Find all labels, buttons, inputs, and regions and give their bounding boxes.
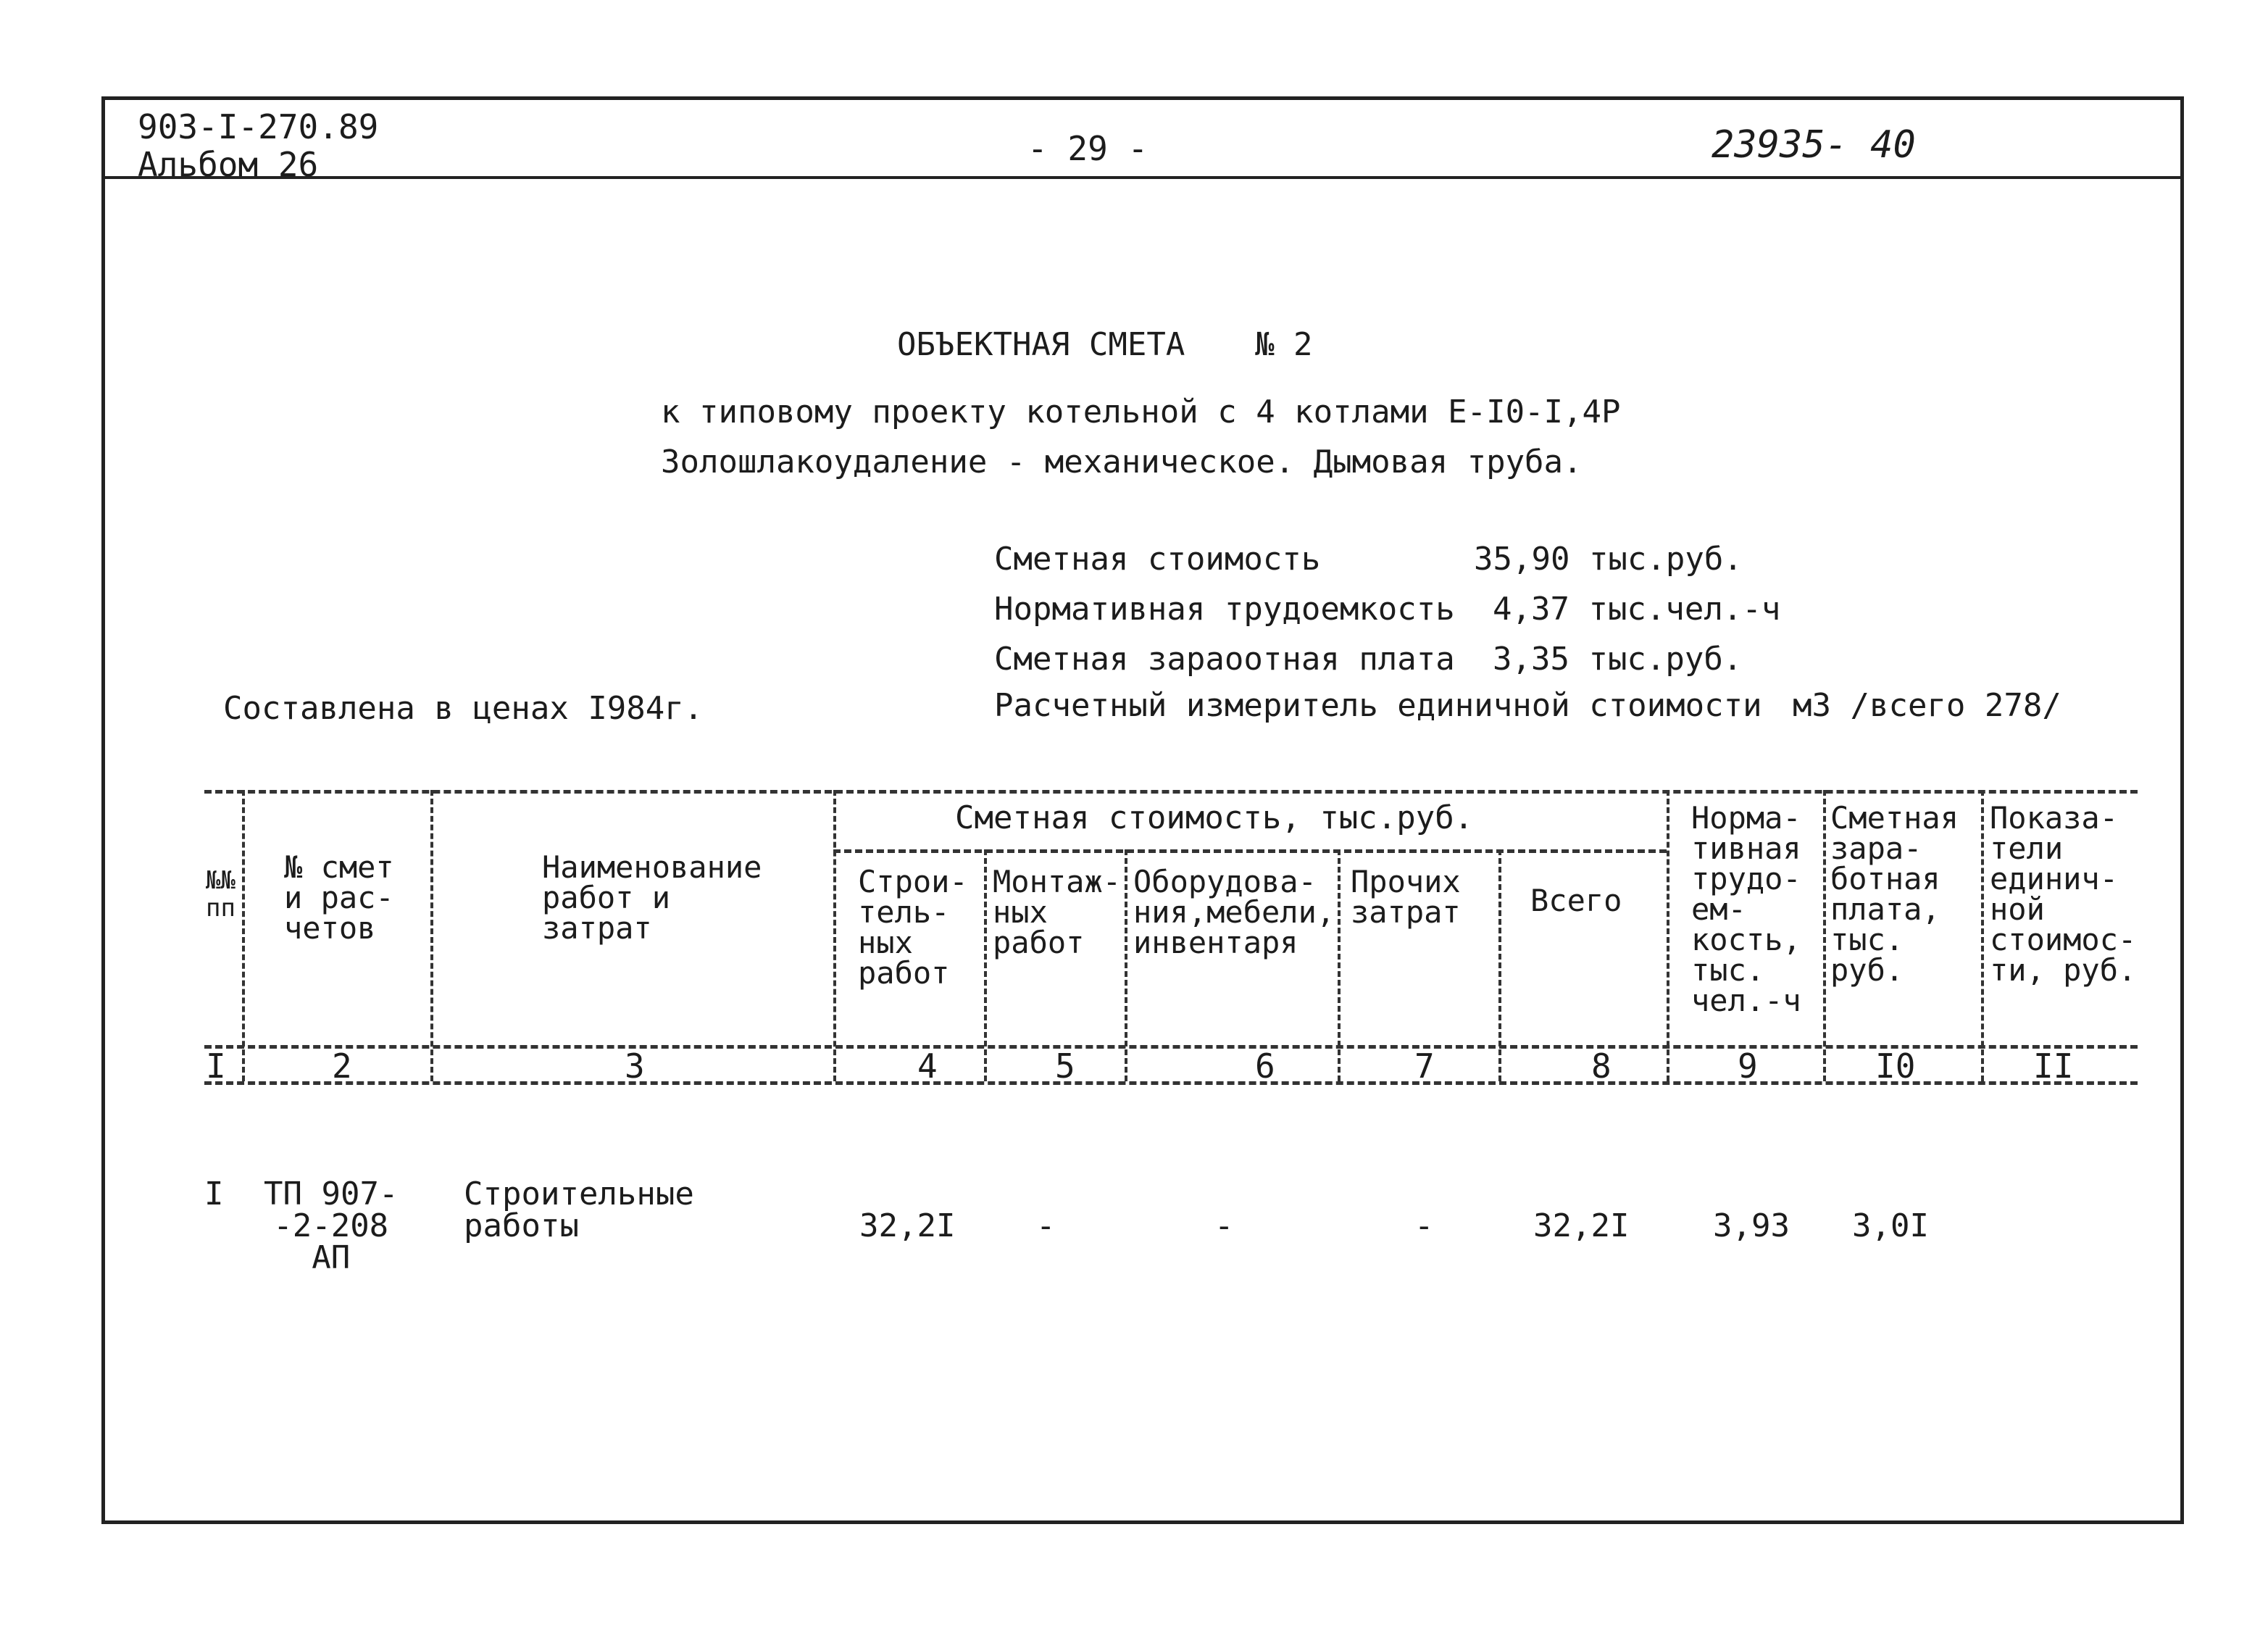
album-label: Альбом 26 — [138, 145, 319, 184]
scope-line: Золошлакоудаление - механическое. Дымовая труба. — [661, 444, 1583, 480]
col-divider-2 — [430, 790, 433, 1081]
row-name: Строительные работы — [464, 1175, 694, 1244]
row-build: 32,2I — [859, 1207, 956, 1244]
col-divider-4 — [984, 849, 987, 1081]
col-divider-10 — [1981, 790, 1984, 1081]
price-basis: Составлена в ценах I984г. — [223, 690, 704, 727]
col-divider-9 — [1823, 790, 1826, 1081]
col-divider-6 — [1338, 849, 1341, 1081]
col-number-7: 7 — [1414, 1046, 1435, 1086]
header-bottom-rule — [204, 1045, 2138, 1049]
row-other: - — [1414, 1207, 1434, 1244]
col-header-build: Строи- тель- ных работ — [858, 864, 968, 991]
col-header-unit: Показа- тели единич- ной стоимос- ти, руб. — [1990, 800, 2137, 988]
col-number-4: 4 — [917, 1046, 938, 1086]
meter-label: Расчетный измеритель единичной стоимости — [994, 687, 1762, 724]
col-number-2: 2 — [332, 1046, 352, 1086]
cost-value: 35,90 тыс.руб. — [1474, 541, 1743, 578]
col-number-6: 6 — [1255, 1046, 1275, 1086]
doc-heading: ОБЪЕКТНАЯ СМЕТА — [897, 326, 1185, 363]
col-divider-3 — [833, 790, 836, 1081]
col-header-name: Наименование работ и затрат — [542, 849, 762, 946]
wage-value: 3,35 тыс.руб. — [1493, 641, 1743, 678]
numbers-bottom-rule — [204, 1081, 2138, 1085]
col-number-1: I — [206, 1046, 226, 1086]
col-number-11: II — [2033, 1046, 2074, 1086]
row-total: 32,2I — [1533, 1207, 1630, 1244]
row-num: I — [204, 1175, 224, 1212]
group-header-cost: Сметная стоимость, тыс.руб. — [955, 799, 1474, 836]
wage-label: Сметная зараоотная плата — [994, 641, 1455, 678]
table-top-rule — [204, 790, 2138, 794]
row-wage: 3,0I — [1852, 1207, 1929, 1244]
col-header-equip: Оборудова- ния,мебели, инвентаря — [1133, 864, 1335, 960]
cost-label: Сметная стоимость — [994, 541, 1321, 578]
col-number-5: 5 — [1055, 1046, 1075, 1086]
col-header-other: Прочих затрат — [1351, 864, 1461, 930]
col-header-num: №№ пп — [206, 866, 235, 923]
col-divider-8 — [1667, 790, 1669, 1081]
row-ref: ТП 907- -2-208 АП — [264, 1175, 399, 1276]
row-labor: 3,93 — [1713, 1207, 1790, 1244]
doc-code: 903-I-270.89 — [138, 107, 379, 146]
header-divider — [101, 176, 2184, 179]
col-header-total: Всего — [1530, 883, 1622, 918]
col-divider-5 — [1125, 849, 1127, 1081]
col-number-10: I0 — [1875, 1046, 1916, 1086]
row-equip: - — [1214, 1207, 1234, 1244]
sheet-number: 23935- 40 — [1712, 123, 1916, 167]
group-header-rule — [833, 849, 1667, 853]
page-number: - 29 - — [1027, 129, 1148, 168]
col-number-3: 3 — [625, 1046, 645, 1086]
row-mount: - — [1036, 1207, 1056, 1244]
col-header-wage: Сметная зара- ботная плата, тыс. руб. — [1830, 800, 1959, 988]
col-header-mount: Монтаж- ных работ — [993, 864, 1122, 960]
col-divider-7 — [1498, 849, 1501, 1081]
col-number-8: 8 — [1591, 1046, 1612, 1086]
meter-value: м3 /всего 278/ — [1793, 687, 2061, 724]
col-number-9: 9 — [1738, 1046, 1758, 1086]
labor-label: Нормативная трудоемкость — [994, 591, 1455, 628]
labor-value: 4,37 тыс.чел.-ч — [1493, 591, 1781, 628]
col-header-ref: № смет и рас- четов — [284, 849, 394, 946]
col-divider-1 — [242, 790, 245, 1081]
project-line: к типовому проекту котельной с 4 котлами Е-I0-I,4Р — [661, 394, 1621, 430]
doc-number: № 2 — [1255, 326, 1313, 363]
col-header-labor: Норма- тивная трудо- ем- кость, тыс. чел.-ч — [1691, 800, 1801, 1018]
